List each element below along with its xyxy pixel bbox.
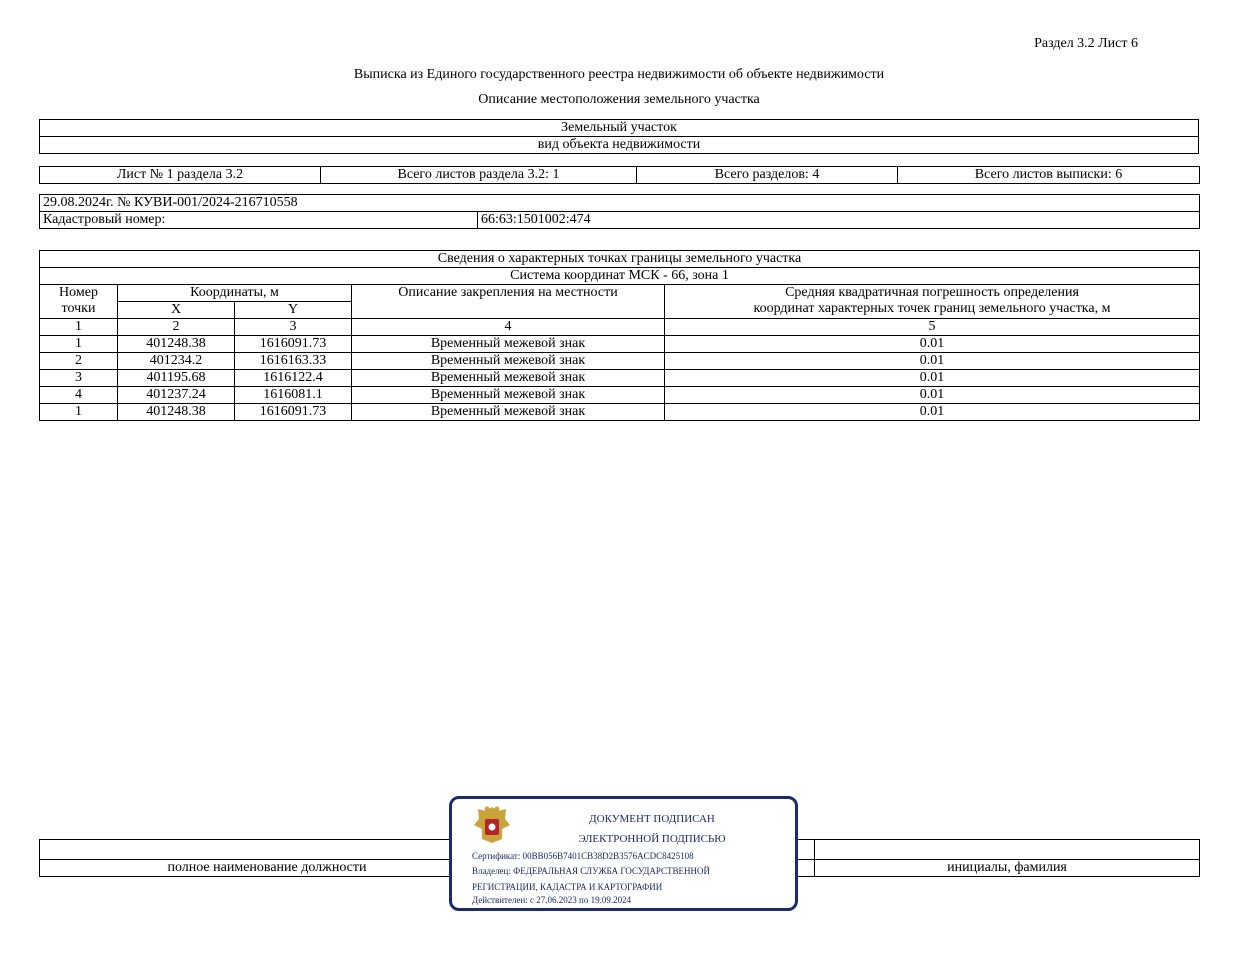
stamp-owner-line1: Владелец: ФЕДЕРАЛЬНАЯ СЛУЖБА ГОСУДАРСТВЕННОЙ [472,866,711,876]
section-label: Раздел 3.2 Лист 6 [1034,36,1138,51]
header-coordinates: Координаты, м [118,285,352,302]
col-number: 3 [235,319,352,336]
position-field [40,840,495,860]
col-number: 2 [118,319,235,336]
header-x: X [118,302,235,319]
point-x: 401237.24 [118,387,235,404]
stamp-valid: Действителен: с 27.06.2023 по 19.09.2024 [472,895,632,905]
point-number: 3 [40,370,118,387]
header-description: Описание закрепления на местности [352,285,665,319]
object-type-table [39,119,1199,154]
name-caption: инициалы, фамилия [815,860,1200,877]
point-description: Временный межевой знак [352,370,665,387]
point-x: 401248.38 [118,404,235,421]
point-number: 1 [40,404,118,421]
point-error: 0.01 [665,353,1200,370]
e-signature-stamp [449,796,798,911]
header-point-number-line1: Номер [59,285,98,300]
cadastral-number: 66:63:1501002:474 [478,212,1200,229]
header-point-number-line2: точки [61,301,96,316]
table-row [40,370,1200,387]
document-subtitle: Описание местоположения земельного участка [478,92,760,107]
header-point-number [40,285,118,319]
point-y: 1616163.33 [235,353,352,370]
point-y: 1616091.73 [235,336,352,353]
cadastral-label: Кадастровый номер: [40,212,478,229]
cadastral-table [39,194,1200,229]
date-number: 29.08.2024г. № КУВИ-001/2024-216710558 [40,195,1200,212]
table-row [40,387,1200,404]
point-error: 0.01 [665,370,1200,387]
col-number: 5 [665,319,1200,336]
position-caption: полное наименование должности [40,860,495,877]
stamp-certificate: Сертификат: 00BB056B7401CB38D2B3576ACDC8425108 [472,851,694,861]
point-x: 401234.2 [118,353,235,370]
total-sheets-section: Всего листов раздела 3.2: 1 [321,167,637,184]
point-y: 1616122.4 [235,370,352,387]
point-description: Временный межевой знак [352,404,665,421]
sheet-info-table [39,166,1200,184]
point-number: 1 [40,336,118,353]
point-y: 1616091.73 [235,404,352,421]
table-row [40,353,1200,370]
points-table-title: Сведения о характерных точках границы земельного участка [40,251,1200,268]
stamp-owner-line2: РЕГИСТРАЦИИ, КАДАСТРА И КАРТОГРАФИИ [472,882,663,892]
document-title: Выписка из Единого государственного реестра недвижимости об объекте недвижимости [353,67,885,82]
boundary-points-table [39,250,1200,421]
column-numbers-row [40,319,1200,336]
sheet-number: Лист № 1 раздела 3.2 [40,167,321,184]
point-error: 0.01 [665,387,1200,404]
header-y: Y [235,302,352,319]
table-row [40,404,1200,421]
object-type-caption: вид объекта недвижимости [40,137,1199,154]
header-error-line2: координат характерных точек границ земельного участка, м [753,301,1111,316]
point-y: 1616081.1 [235,387,352,404]
name-field [815,840,1200,860]
coat-of-arms-icon [472,803,512,845]
col-number: 1 [40,319,118,336]
col-number: 4 [352,319,665,336]
point-number: 4 [40,387,118,404]
point-description: Временный межевой знак [352,336,665,353]
point-description: Временный межевой знак [352,353,665,370]
total-sections: Всего разделов: 4 [637,167,898,184]
table-row [40,336,1200,353]
coordinate-system: Система координат МСК - 66, зона 1 [40,268,1200,285]
point-x: 401195.68 [118,370,235,387]
total-sheets: Всего листов выписки: 6 [898,167,1200,184]
point-error: 0.01 [665,336,1200,353]
header-error-line1: Средняя квадратичная погрешность определения [785,285,1079,300]
point-x: 401248.38 [118,336,235,353]
stamp-line2: ЭЛЕКТРОННОЙ ПОДПИСЬЮ [578,833,726,845]
stamp-line1: ДОКУМЕНТ ПОДПИСАН [589,813,715,825]
header-error [665,285,1200,319]
point-description: Временный межевой знак [352,387,665,404]
point-number: 2 [40,353,118,370]
object-type: Земельный участок [40,120,1199,137]
point-error: 0.01 [665,404,1200,421]
